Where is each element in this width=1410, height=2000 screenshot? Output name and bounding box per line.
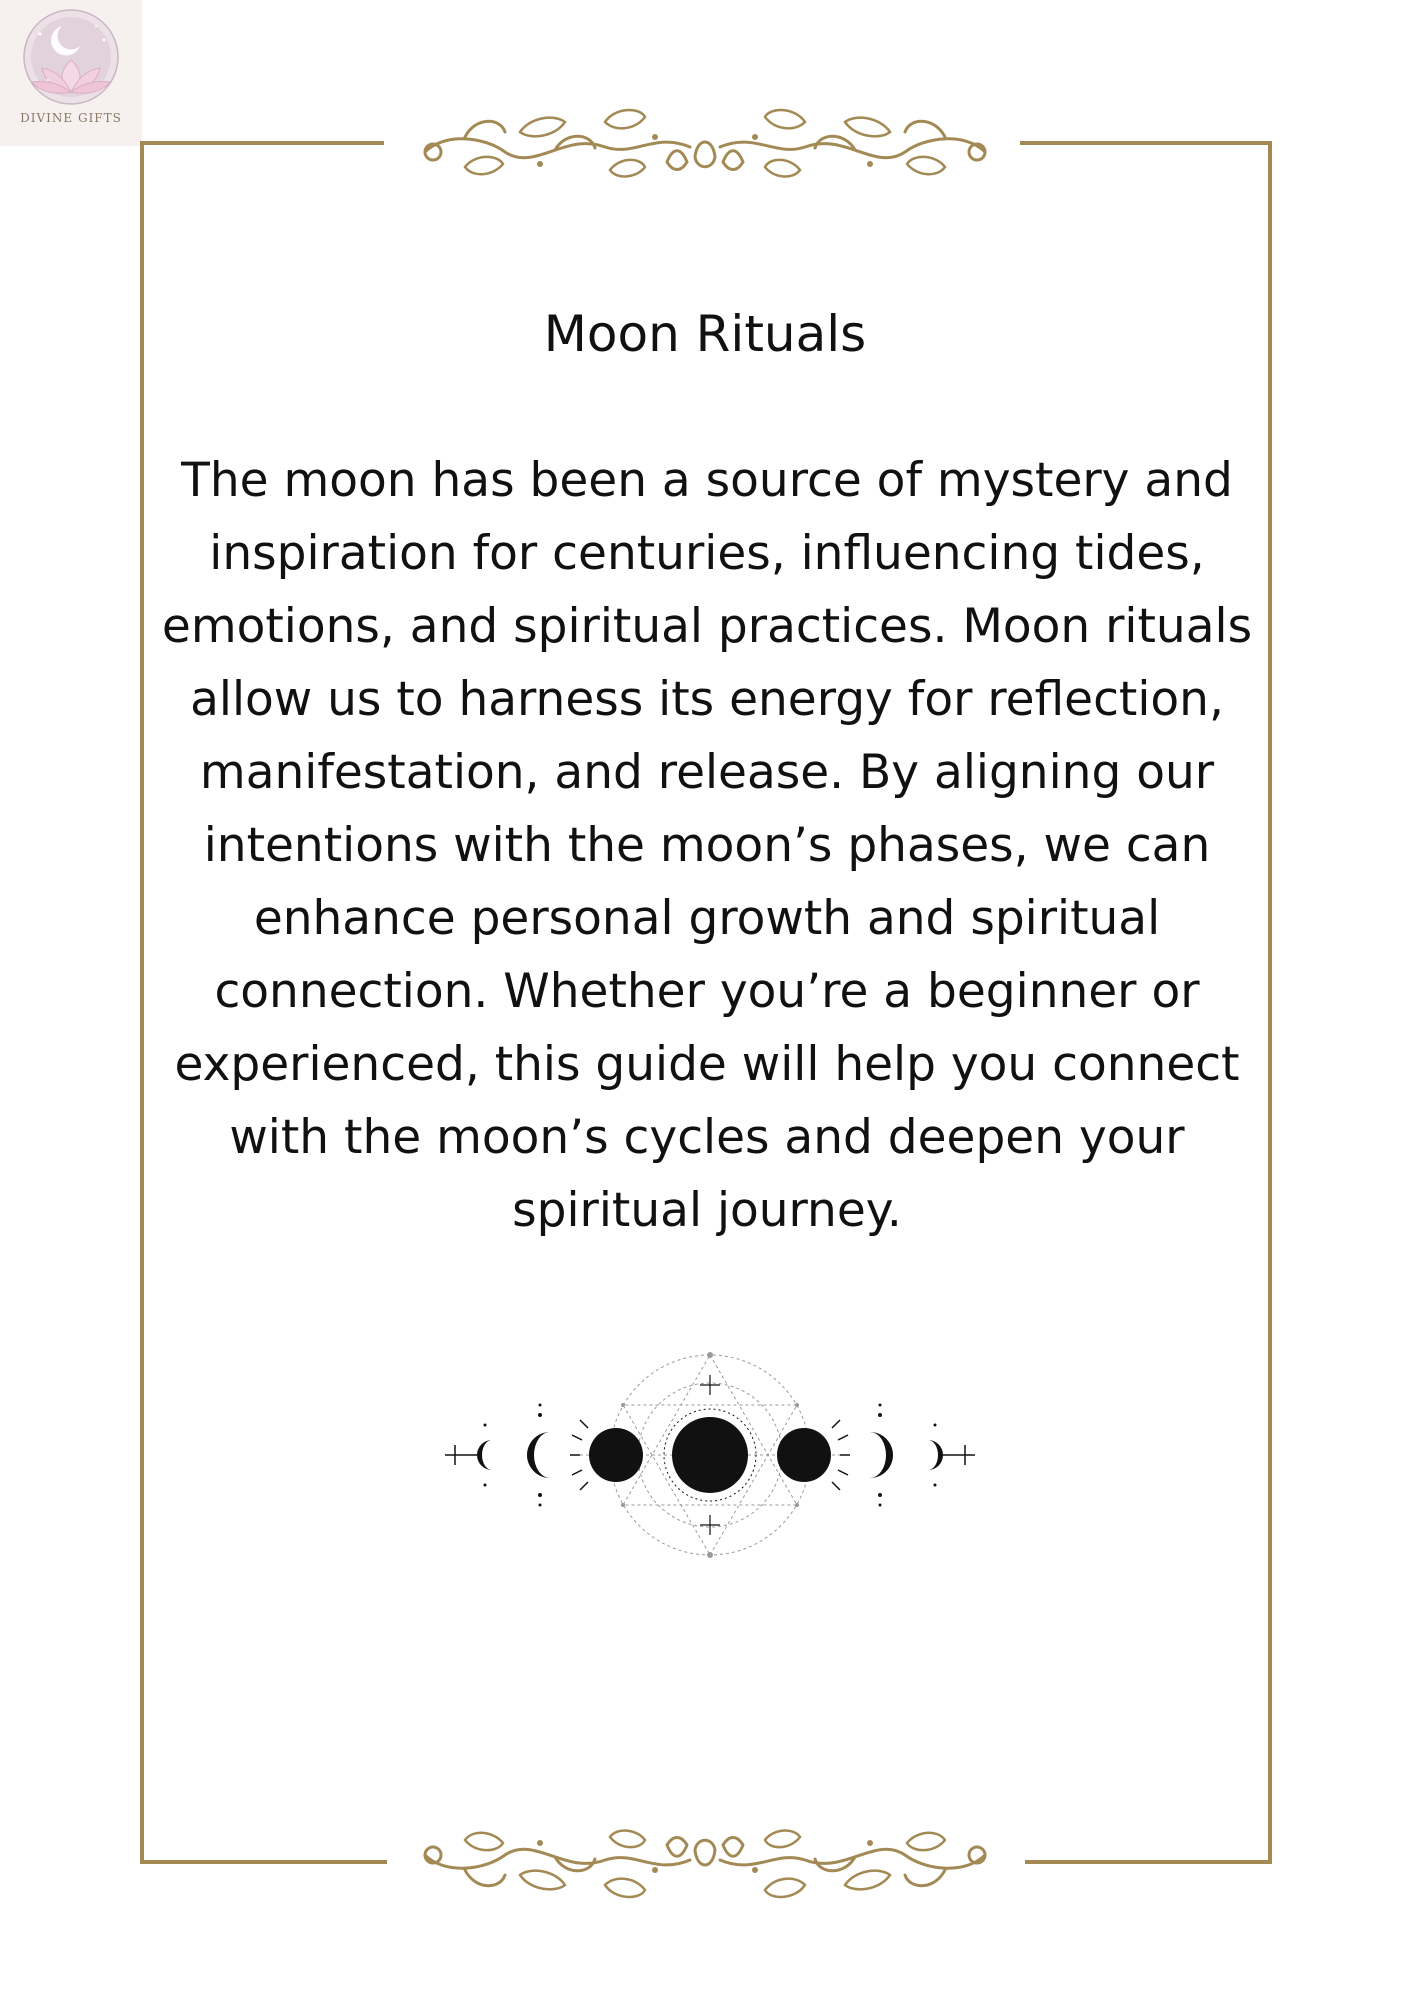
moon-phases-icon <box>430 1340 990 1570</box>
page-title: Moon Rituals <box>543 305 867 363</box>
body-paragraph: The moon has been a source of mystery and inspiration for centuries, influencing tides, emotions, and spiritual practices. Moon rituals allow us to harness its energy for reflection, manifestation, and release. By aligning our intentions with the moon’s phases, we can enhance personal growth and spiritual connection. Whether you’re a beginner or experienced, this guide will help you connect with the moon’s cycles and deepen your spiritual journey. <box>161 453 1253 1238</box>
logo-text: DIVINE GIFTS <box>20 111 122 125</box>
floral-vine-ornament-bottom <box>405 1815 1005 1915</box>
floral-vine-ornament-top <box>405 92 1005 192</box>
